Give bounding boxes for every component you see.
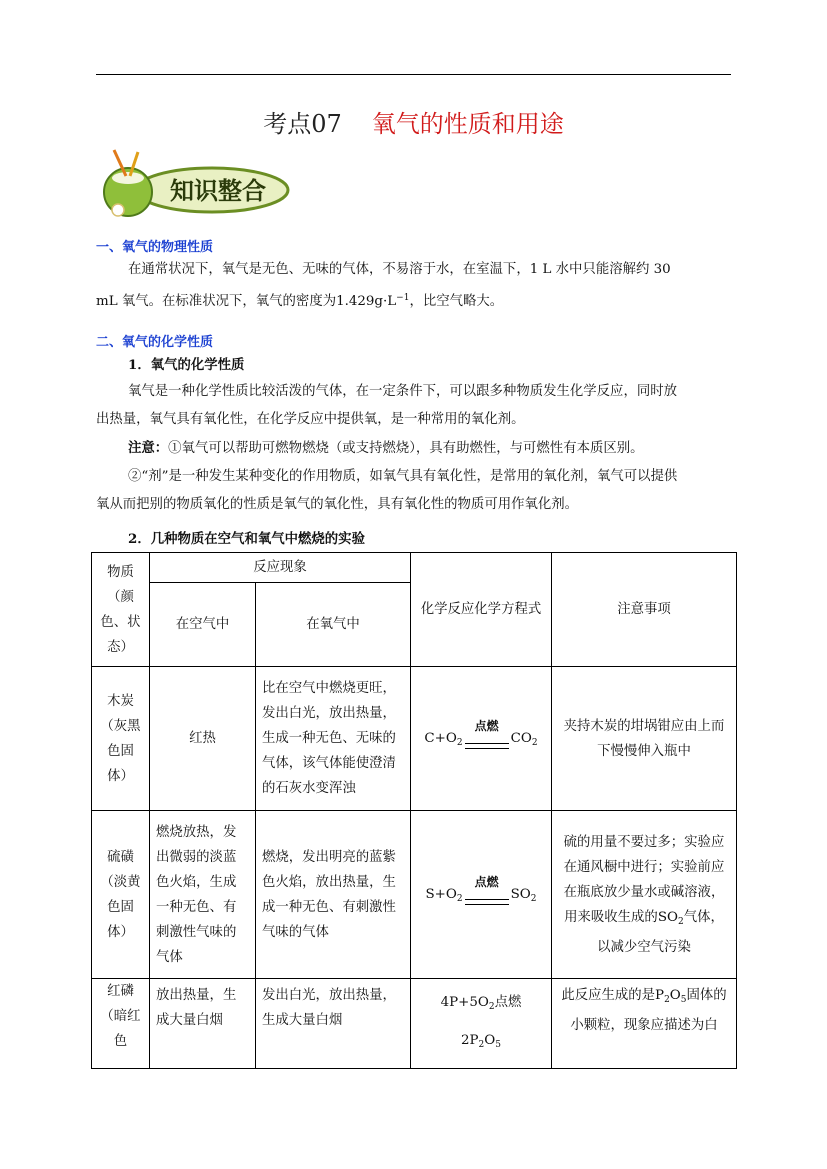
cell-oxygen: 比在空气中燃烧更旺，发出白光，放出热量，生成一种无色、无味的气体，该气体能使澄清的石灰水变浑浊 (256, 667, 411, 811)
eq-arrow (463, 875, 511, 914)
notes-text-2: 气体，以减少空气污染 (597, 909, 724, 955)
notes-text-2: 固体的小颗粒，现象应描述为白 (570, 988, 727, 1033)
eq-reactants: C+O (424, 731, 457, 746)
header-notes: 注意事项 (552, 553, 737, 667)
title-name: 氧气的性质和用途 (371, 110, 564, 138)
cell-notes (552, 979, 737, 1069)
density-unit: ·L (383, 294, 397, 309)
eq-reactants: S+O (425, 887, 457, 902)
note-label: 注意： (128, 440, 169, 456)
header-equation: 化学反应化学方程式 (411, 553, 552, 667)
subsection1-heading: 1．氧气的化学性质 (128, 357, 245, 373)
notes-sub: 5 (680, 995, 687, 1005)
eq-sub: 2 (456, 894, 463, 904)
table-header-row (92, 553, 737, 583)
eq-product: SO (510, 887, 531, 902)
cell-substance: 红磷（暗红色 (92, 979, 150, 1069)
cell-substance: 木炭（灰黑色固体） (92, 667, 150, 811)
equation (426, 875, 537, 914)
header-substance: 物质（颜色、状态） (92, 553, 150, 667)
eq-sub: 2 (531, 738, 538, 748)
table-row (92, 979, 737, 1069)
header-oxygen: 在氧气中 (256, 583, 411, 667)
section2-heading: 二、氧气的化学性质 (96, 335, 214, 350)
cell-air: 燃烧放热，发出微弱的淡蓝色火焰，生成一种无色、有刺激性气味的气体 (150, 811, 256, 979)
notes-text: 硫的用量不要过多；实验应在通风橱中进行；实验前应在瓶底放少量水或碱溶液，用来吸收生成的SO (563, 834, 725, 925)
eq-product-line (417, 1028, 545, 1058)
section2-paragraph (96, 378, 736, 519)
section1-line2b: ，比空气略大。 (409, 294, 504, 309)
eq-arrow (463, 719, 511, 758)
notes-o: O (669, 988, 681, 1003)
eq-sub: 2 (478, 1039, 485, 1050)
cell-equation (411, 667, 552, 811)
knowledge-banner (100, 148, 290, 220)
cell-notes: 夹持木炭的坩埚钳应由上而下慢慢伸入瓶中 (552, 667, 737, 811)
table-row (92, 811, 737, 979)
note-2-line2: 氧从而把别的物质氧化的性质是氧气的氧化性，具有氧化性的物质可用作氧化剂。 (96, 497, 579, 512)
cell-equation (411, 979, 552, 1069)
notes-sub: 2 (677, 916, 684, 927)
note-2-line1: ②“剂”是一种发生某种变化的作用物质，如氧气具有氧化性，是常用的氧化剂，氧气可以提供 (128, 469, 678, 484)
section2-line2: 出热量，氧气具有氧化性，在化学反应中提供氧，是一种常用的氧化剂。 (96, 412, 525, 427)
eq-sub: 2 (530, 894, 537, 904)
cell-equation (411, 811, 552, 979)
equation (417, 990, 545, 1020)
page-title (0, 104, 827, 139)
eq-sub: 2 (488, 1001, 495, 1012)
eq-sub: 2 (456, 738, 463, 748)
section2-line1: 氧气是一种化学性质比较活泼的气体，在一定条件下，可以跟多种物质发生化学反应，同时放 (128, 384, 678, 399)
section1-paragraph (96, 256, 736, 316)
header-rule (96, 74, 731, 75)
eq-product: CO (510, 731, 532, 746)
section1-line1: 在通常状况下，氧气是无色、无味的气体，不易溶于水，在室温下，1 L 水中只能溶解约 30 (128, 262, 671, 277)
experiment-table (91, 552, 737, 1069)
eq-condition: 点燃 (474, 719, 499, 733)
eq-condition: 点燃 (494, 994, 522, 1010)
section1-line2a: mL 氧气。在标准状况下，氧气的密度为1.429g (96, 294, 384, 309)
cell-oxygen: 发出白光，放出热量，生成大量白烟 (256, 979, 411, 1069)
density-exponent: −1 (396, 293, 410, 303)
note-1: ①氧气可以帮助可燃物燃烧（或支持燃烧），具有助燃性，与可燃性有本质区别。 (168, 441, 644, 456)
eq-product: 2P (461, 1032, 479, 1048)
eq-arrow (495, 990, 522, 1015)
cell-air: 放出热量，生成大量白烟 (150, 979, 256, 1069)
eq-reactants: 4P+5O (440, 994, 489, 1010)
header-air: 在空气中 (150, 583, 256, 667)
cell-notes (552, 811, 737, 979)
equation (424, 719, 537, 758)
title-number: 考点07 (263, 110, 342, 138)
banner-text: 知识整合 (170, 177, 266, 205)
cell-substance: 硫磺（淡黄色固体） (92, 811, 150, 979)
notes-text: 此反应生成的是P (561, 988, 665, 1003)
table-row (92, 667, 737, 811)
eq-product-o: O (484, 1032, 496, 1048)
cell-oxygen: 燃烧，发出明亮的蓝紫色火焰，放出热量，生成一种无色、有刺激性气味的气体 (256, 811, 411, 979)
notes-sub: 2 (664, 995, 670, 1005)
subsection2-heading: 2．几种物质在空气和氧气中燃烧的实验 (128, 531, 365, 547)
section1-heading: 一、氧气的物理性质 (96, 240, 214, 255)
flower-icon (112, 204, 124, 216)
eq-condition: 点燃 (474, 875, 499, 889)
eq-sub: 5 (495, 1039, 501, 1050)
header-phenomenon: 反应现象 (150, 553, 411, 583)
cell-air: 红热 (150, 667, 256, 811)
